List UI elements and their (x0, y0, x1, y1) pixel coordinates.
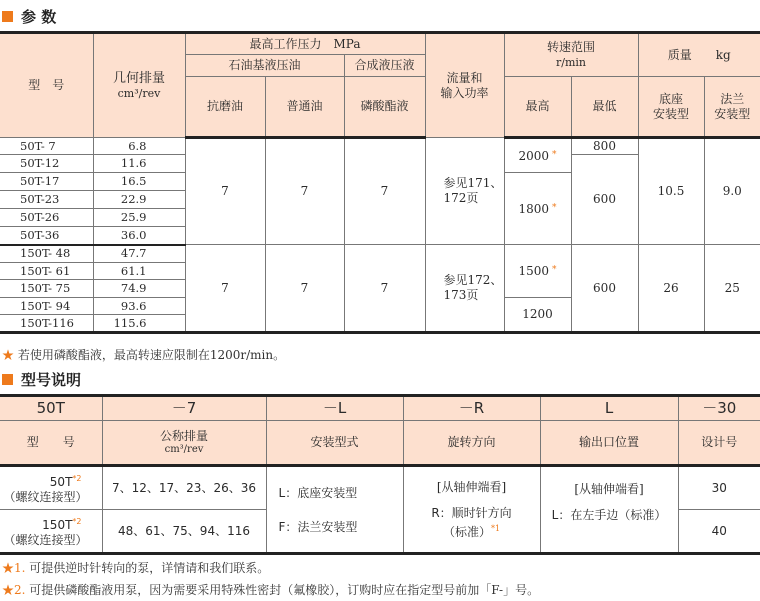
speed-note (2, 346, 285, 363)
header-foot-line2: 安装型 (653, 106, 690, 121)
cell-model: 150T- 75 (0, 280, 93, 298)
mounting-option-l (279, 476, 403, 510)
cell-general: 7 (265, 138, 344, 245)
label-displacement-text: 公称排量 (159, 429, 208, 443)
mounting-text: ：底座安装型 (285, 485, 358, 500)
mounting-text: ：法兰安装型 (285, 519, 358, 534)
label-mounting: 安装型式 (266, 421, 403, 466)
note-ref: *2 (72, 517, 82, 526)
cell-series (0, 510, 102, 554)
orange-square-icon (2, 11, 13, 22)
cell-model: 150T- 61 (0, 263, 93, 280)
header-displacement-label: 几何排量 (112, 70, 165, 86)
table-row (0, 138, 760, 155)
header-flange-line2: 安装型 (714, 106, 751, 121)
cell-displacement: 61.1 (93, 263, 185, 280)
section-title-model-code (2, 369, 81, 390)
header-flow-line2: 输入功率 (440, 85, 489, 100)
note-ref: *2 (72, 474, 82, 483)
label-outlet: 输出口位置 (540, 421, 678, 466)
cell-flow-line1: 参见172、 (443, 273, 503, 287)
code-mounting: －L (266, 396, 403, 421)
header-phosphate: 磷酸酯液 (344, 77, 425, 138)
cell-displacement: 16.5 (93, 173, 185, 191)
cell-displacement: 36.0 (93, 227, 185, 245)
outlet-option (541, 507, 678, 523)
cell-rotation (403, 466, 540, 554)
cell-speed-min-b: 600 (571, 155, 638, 245)
cell-speed-min-a: 800 (571, 138, 638, 155)
cell-displacement: 74.9 (93, 280, 185, 298)
header-model: 型 号 (0, 33, 93, 138)
cell-flow-line2: 173页 (443, 288, 479, 302)
cell-model: 150T- 48 (0, 245, 93, 263)
footnote-1 (2, 557, 539, 579)
outlet-code: L (551, 507, 559, 522)
footnote-number: ★1. (2, 561, 26, 575)
header-displacement (93, 33, 185, 138)
section-title-params (2, 6, 56, 27)
label-displacement-unit: cm³/rev (164, 444, 204, 455)
cell-model: 50T-36 (0, 227, 93, 245)
cell-speed-max-b (504, 173, 571, 245)
star-icon: ★ (2, 348, 15, 362)
cell-flow-line2: 172页 (443, 191, 479, 205)
star-icon: * (552, 149, 557, 160)
cell-speed-min: 600 (571, 245, 638, 333)
cell-displacements: 48、61、75、94、116 (102, 510, 266, 554)
cell-mass-foot: 10.5 (638, 138, 704, 245)
model-code-table (0, 394, 760, 555)
header-speed-max: 最高 (504, 77, 571, 138)
label-model: 型 号 (0, 421, 102, 466)
cell-mass-foot: 26 (638, 245, 704, 333)
cell-design: 40 (678, 510, 760, 554)
footnote-text: 可提供逆时针转向的泵，详情请和我们联系。 (25, 561, 270, 575)
cell-model: 50T-12 (0, 155, 93, 173)
footnotes (2, 557, 539, 601)
cell-mass-flange: 25 (704, 245, 760, 333)
cell-flow (425, 245, 504, 333)
code-displacement: －7 (102, 396, 266, 421)
speed-value: 1800 (518, 201, 550, 216)
footnote-2 (2, 579, 539, 601)
cell-model: 150T-116 (0, 315, 93, 333)
cell-speed-max-b: 1200 (504, 298, 571, 333)
cell-mounting-options (266, 466, 403, 554)
header-speed-unit: r/min (556, 56, 586, 69)
cell-phosphate: 7 (344, 138, 425, 245)
label-displacement (102, 421, 266, 466)
footnote-text: 可提供磷酸酯液用泵，因为需要采用特殊性密封（氟橡胶），订购时应在指定型号前加「F-」号。 (25, 583, 540, 597)
header-flange-mount (704, 77, 760, 138)
cell-speed-max-a (504, 138, 571, 173)
code-series: 50T (0, 396, 102, 421)
header-foot-mount (638, 77, 704, 138)
cell-displacements: 7、12、17、23、26、36 (102, 466, 266, 510)
header-antiwear: 抗磨油 (185, 77, 265, 138)
header-mass: 质量 kg (638, 33, 760, 77)
header-synthetic: 合成液压液 (344, 55, 425, 77)
cell-model: 150T- 94 (0, 298, 93, 315)
cell-general: 7 (265, 245, 344, 333)
star-icon: * (552, 265, 557, 275)
series-sub: （螺纹连接型） (3, 533, 88, 547)
speed-value: 1500 (518, 264, 550, 278)
cell-model: 50T- 7 (0, 138, 93, 155)
rotation-code: R (431, 506, 440, 520)
header-petroleum-oil: 石油基液压油 (185, 55, 344, 77)
header-flange-line1: 法兰 (720, 91, 745, 106)
outlet-view: [从轴伸端看] (574, 481, 644, 496)
table-row (0, 466, 760, 510)
label-row (0, 421, 760, 466)
header-speed-label: 转速范围 (547, 40, 596, 54)
speed-note-text: 若使用磷酸酯液，最高转速应限制在1200r/min。 (14, 348, 286, 362)
cell-displacement: 6.8 (93, 138, 185, 155)
series-code: 150T (42, 518, 73, 532)
cell-flow (425, 138, 504, 245)
params-table (0, 31, 760, 334)
rotation-view: [从轴伸端看] (436, 480, 507, 494)
cell-speed-max-a (504, 245, 571, 298)
cell-displacement: 115.6 (93, 315, 185, 333)
cell-displacement: 47.7 (93, 245, 185, 263)
cell-phosphate: 7 (344, 245, 425, 333)
cell-antiwear: 7 (185, 138, 265, 245)
cell-flow-line1: 参见171、 (443, 176, 503, 190)
label-design: 设计号 (678, 421, 760, 466)
rotation-std-text: （标准） (442, 525, 491, 539)
header-speed (504, 33, 638, 77)
rotation-option (404, 505, 540, 521)
header-flow (425, 33, 504, 138)
header-max-pressure: 最高工作压力 MPa (185, 33, 425, 55)
header-general: 普通油 (265, 77, 344, 138)
header-speed-min: 最低 (571, 77, 638, 138)
mounting-code: F (278, 519, 286, 534)
code-row (0, 396, 760, 421)
cell-model: 50T-23 (0, 191, 93, 209)
header-flow-line1: 流量和 (446, 70, 483, 85)
code-rotation: －R (403, 396, 540, 421)
outlet-text: ：在左手边（标准） (558, 507, 667, 522)
header-displacement-unit: cm³/rev (117, 86, 161, 100)
cell-antiwear: 7 (185, 245, 265, 333)
cell-mass-flange: 9.0 (704, 138, 760, 245)
note-ref: *1 (490, 524, 501, 533)
cell-displacement: 25.9 (93, 209, 185, 227)
series-code: 50T (49, 475, 73, 489)
cell-series (0, 466, 102, 510)
speed-value: 2000 (518, 148, 550, 163)
code-outlet: L (540, 396, 678, 421)
table-row (0, 245, 760, 263)
footnote-number: ★2. (2, 583, 26, 597)
rotation-standard (404, 521, 540, 540)
orange-square-icon (2, 374, 13, 385)
code-design: －30 (678, 396, 760, 421)
mounting-option-f (279, 510, 403, 544)
rotation-text: ：顺时针方向 (439, 506, 512, 520)
mounting-code: L (278, 485, 286, 500)
series-sub: （螺纹连接型） (3, 490, 88, 504)
star-icon: * (552, 202, 557, 213)
cell-model: 50T-17 (0, 173, 93, 191)
section-title-text: 参 数 (21, 8, 57, 26)
header-foot-line1: 底座 (659, 91, 684, 106)
cell-design: 30 (678, 466, 760, 510)
section-title-text: 型号说明 (21, 371, 82, 389)
cell-outlet (540, 466, 678, 554)
label-rotation: 旋转方向 (403, 421, 540, 466)
cell-model: 50T-26 (0, 209, 93, 227)
cell-displacement: 22.9 (93, 191, 185, 209)
cell-displacement: 11.6 (93, 155, 185, 173)
cell-displacement: 93.6 (93, 298, 185, 315)
